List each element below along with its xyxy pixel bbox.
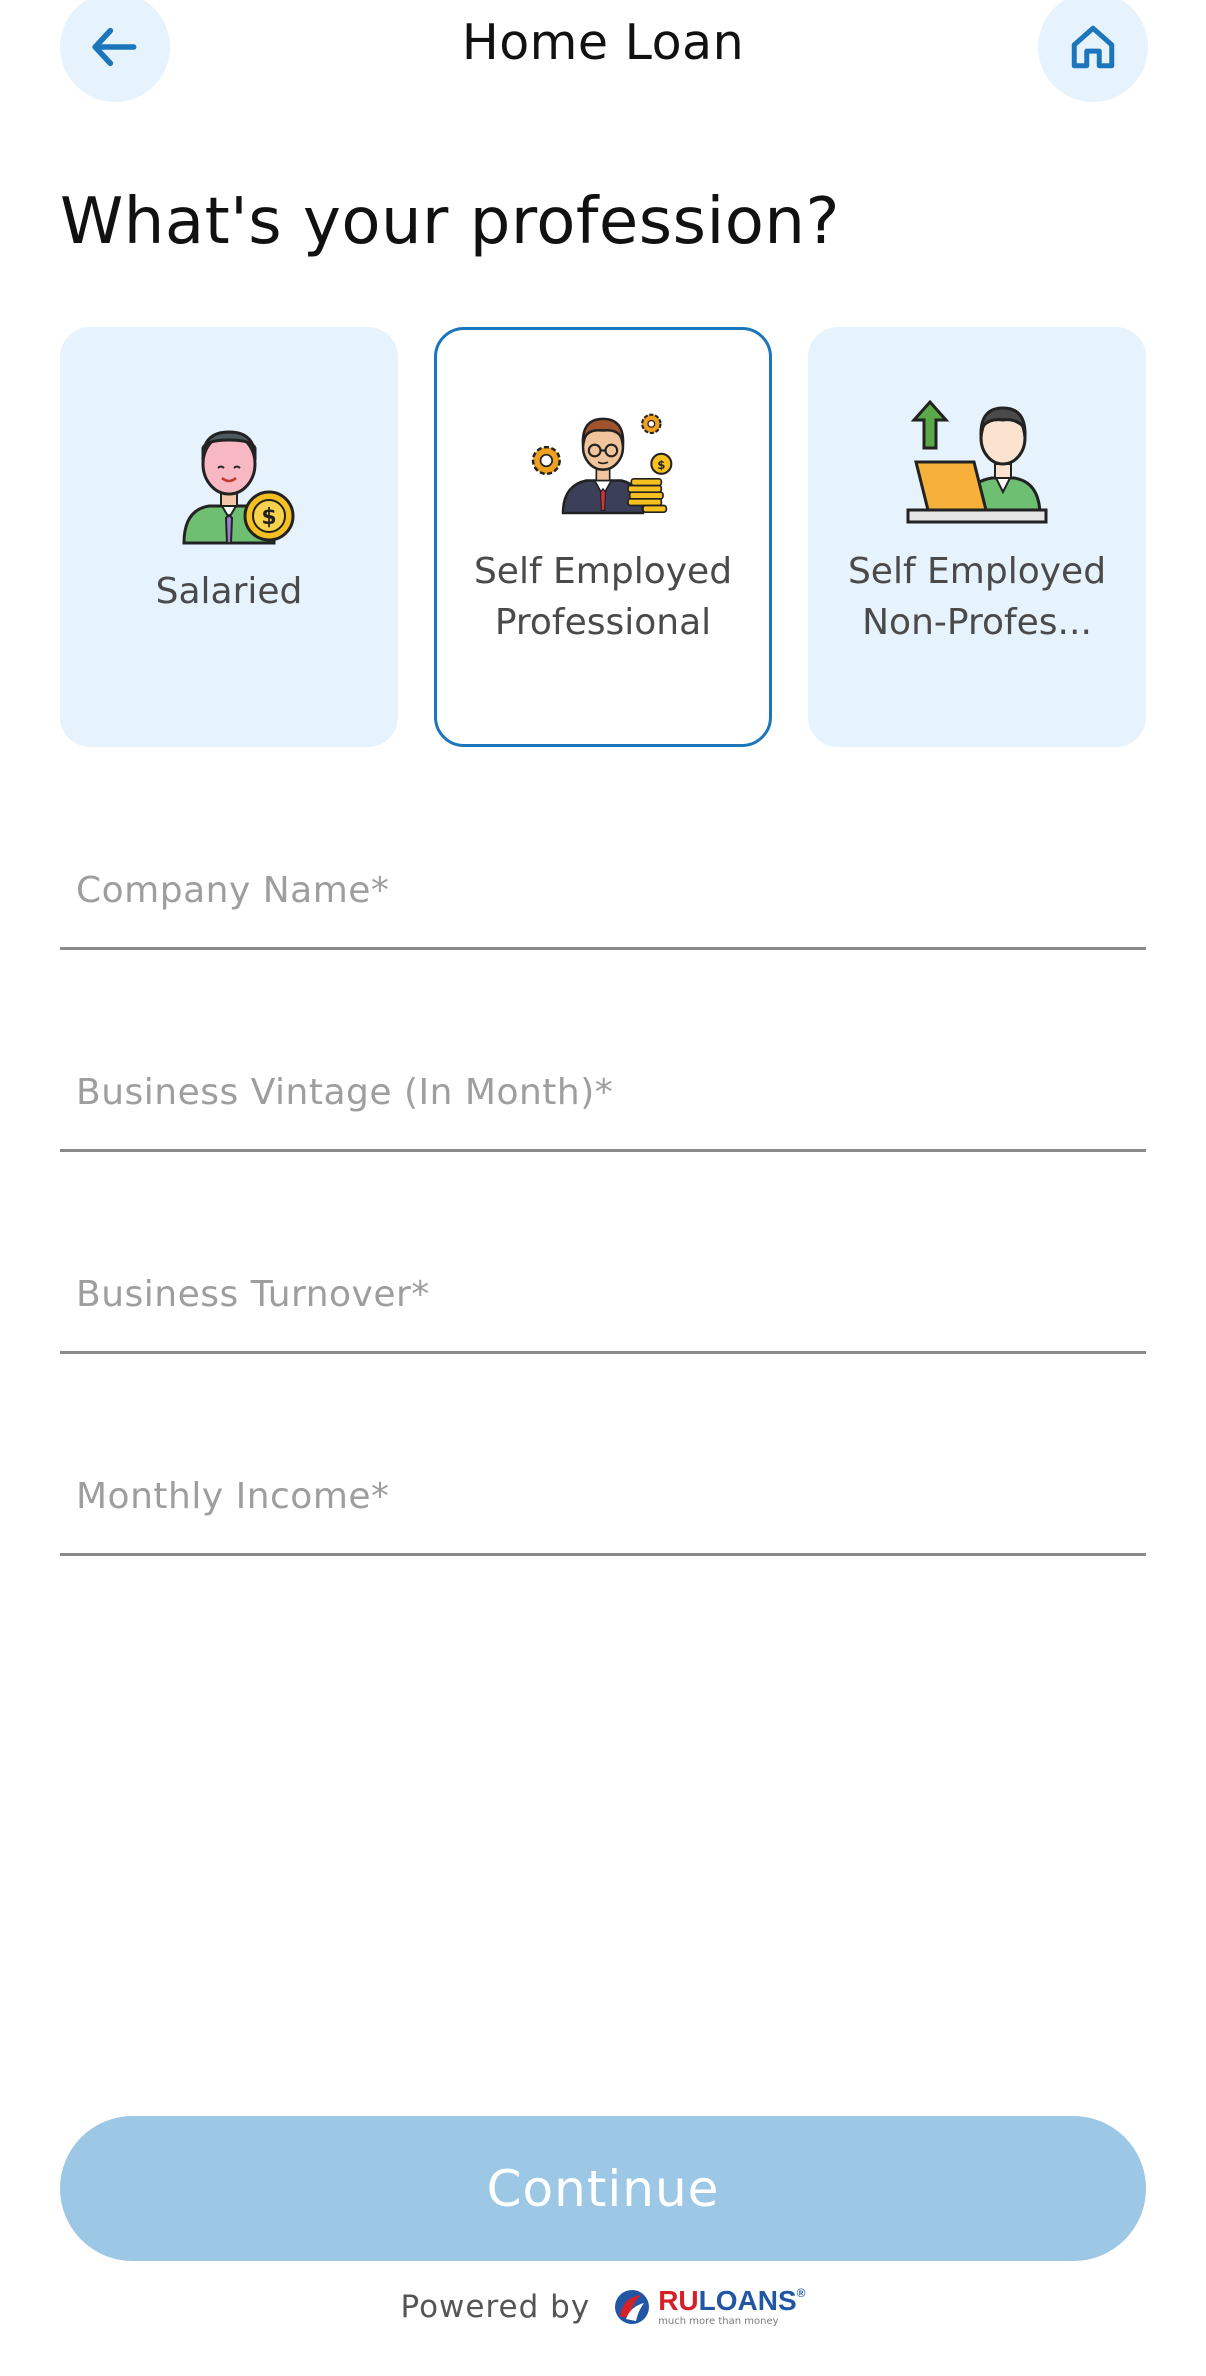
powered-by-text: Powered by [400, 2289, 591, 2325]
company-name-field[interactable] [60, 840, 1146, 950]
profession-options [60, 327, 1146, 747]
svg-text:$: $ [657, 457, 666, 472]
continue-button[interactable]: Continue [60, 2116, 1146, 2261]
business-turnover-input[interactable] [76, 1264, 1126, 1324]
profession-label: Self Employed Professional [473, 551, 733, 643]
brand-registered: ® [796, 2286, 806, 2300]
powered-by-footer [0, 2282, 1206, 2332]
profession-question: What's your profession? [60, 185, 840, 259]
monthly-income-field[interactable] [60, 1446, 1146, 1556]
home-icon [1068, 22, 1118, 72]
business-professional-gears-coins-icon [528, 398, 678, 528]
business-turnover-field[interactable] [60, 1244, 1146, 1354]
salaried-person-coin-icon [154, 418, 304, 548]
profession-card-self-employed-professional[interactable] [434, 327, 772, 747]
brand-loans: LOANS [698, 2285, 797, 2316]
company-name-input[interactable] [76, 860, 1126, 920]
monthly-income-input[interactable] [76, 1466, 1126, 1526]
profession-card-salaried[interactable] [60, 327, 398, 747]
brand-tagline: much more than money [658, 2316, 779, 2327]
profession-label: Self Employed Non-Profes... [847, 551, 1107, 643]
profession-label: Salaried [155, 571, 303, 612]
brand-ru: RU [658, 2285, 699, 2316]
svg-text:$: $ [261, 505, 277, 530]
profession-card-self-employed-non-professional[interactable] [808, 327, 1146, 747]
business-vintage-input[interactable] [76, 1062, 1126, 1122]
person-laptop-growth-icon [902, 398, 1052, 528]
home-button[interactable] [1038, 0, 1148, 102]
ruloans-logo [612, 2287, 805, 2327]
business-vintage-field[interactable] [60, 1042, 1146, 1152]
page-title: Home Loan [461, 14, 745, 71]
ruloans-mark-icon [612, 2287, 652, 2327]
